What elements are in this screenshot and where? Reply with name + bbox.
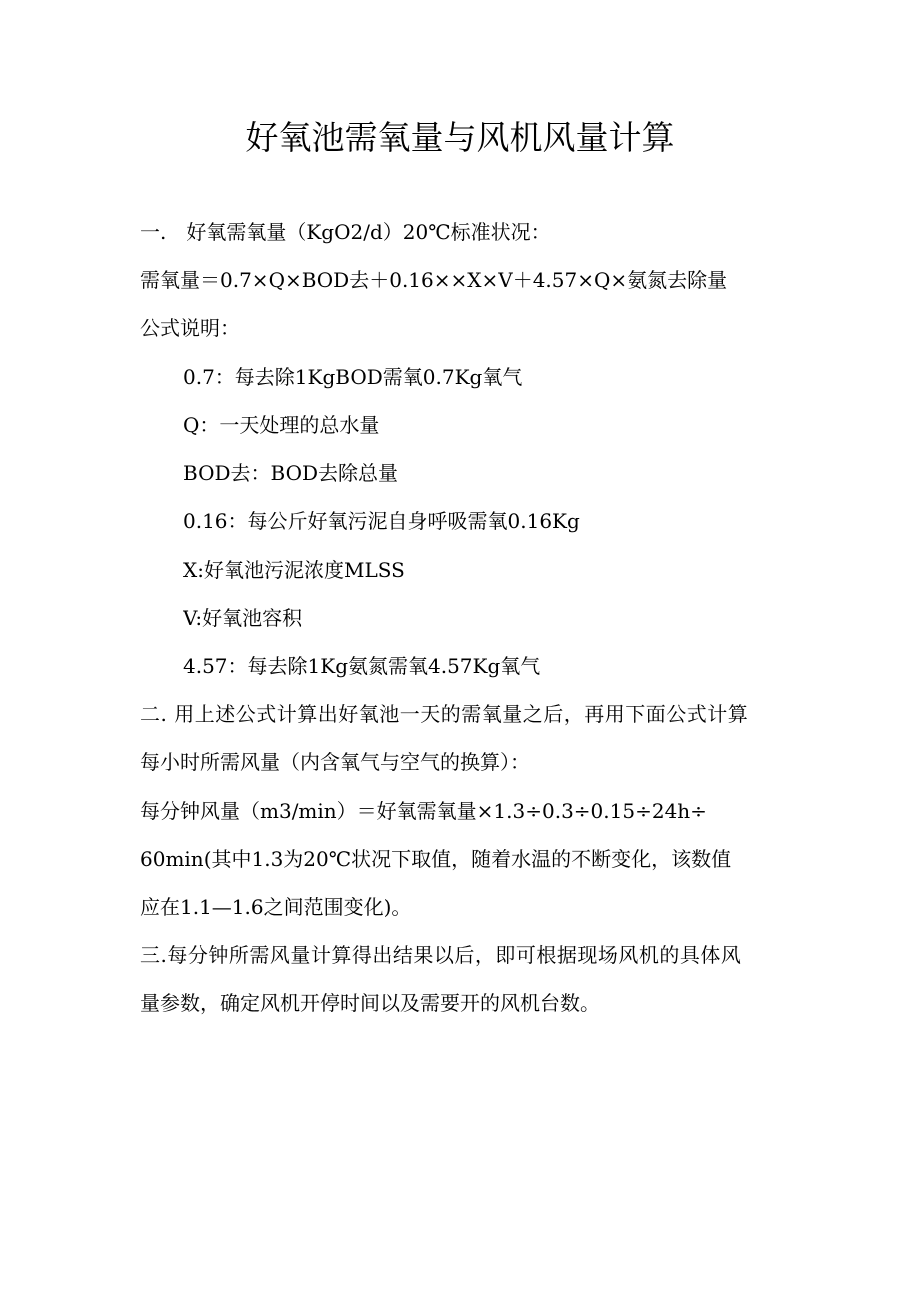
explanation-item-0-7: 0.7：每去除1KgBOD需氧0.7Kg氧气 [183,365,523,389]
explanation-item-4-57: 4.57：每去除1Kg氨氮需氧4.57Kg氧气 [183,654,541,678]
section-3-line-2: 量参数，确定风机开停时间以及需要开的风机台数。 [140,991,600,1015]
airflow-formula-line-1: 每分钟风量（m3/min）＝好氧需氧量×1.3÷0.3÷0.15÷24h÷ [140,799,707,823]
formula-explanation-heading: 公式说明： [140,316,240,340]
section-2-line-1: 二. 用上述公式计算出好氧池一天的需氧量之后，再用下面公式计算 [140,702,749,726]
explanation-item-0-16: 0.16：每公斤好氧污泥自身呼吸需氧0.16Kg [183,509,580,533]
explanation-item-x: X:好氧池污泥浓度MLSS [183,558,405,582]
document-title: 好氧池需氧量与风机风量计算 [245,118,675,157]
oxygen-demand-formula: 需氧量＝0.7×Q×BOD去＋0.16××X×V＋4.57×Q×氨氮去除量 [140,268,728,292]
airflow-formula-line-2: 60min(其中1.3为20℃状况下取值，随着水温的不断变化，该数值 [140,847,732,871]
section-3-line-1: 三.每分钟所需风量计算得出结果以后，即可根据现场风机的具体风 [140,943,742,967]
explanation-item-bod: BOD去：BOD去除总量 [183,461,398,485]
airflow-formula-line-3: 应在1.1—1.6之间范围变化)。 [140,895,412,919]
explanation-item-v: V:好氧池容积 [183,606,303,630]
section-1-heading: 一. 好氧需氧量（KgO2/d）20℃标准状况： [140,220,551,244]
explanation-item-q: Q：一天处理的总水量 [183,413,380,437]
section-2-line-2: 每小时所需风量（内含氧气与空气的换算）： [140,750,530,774]
